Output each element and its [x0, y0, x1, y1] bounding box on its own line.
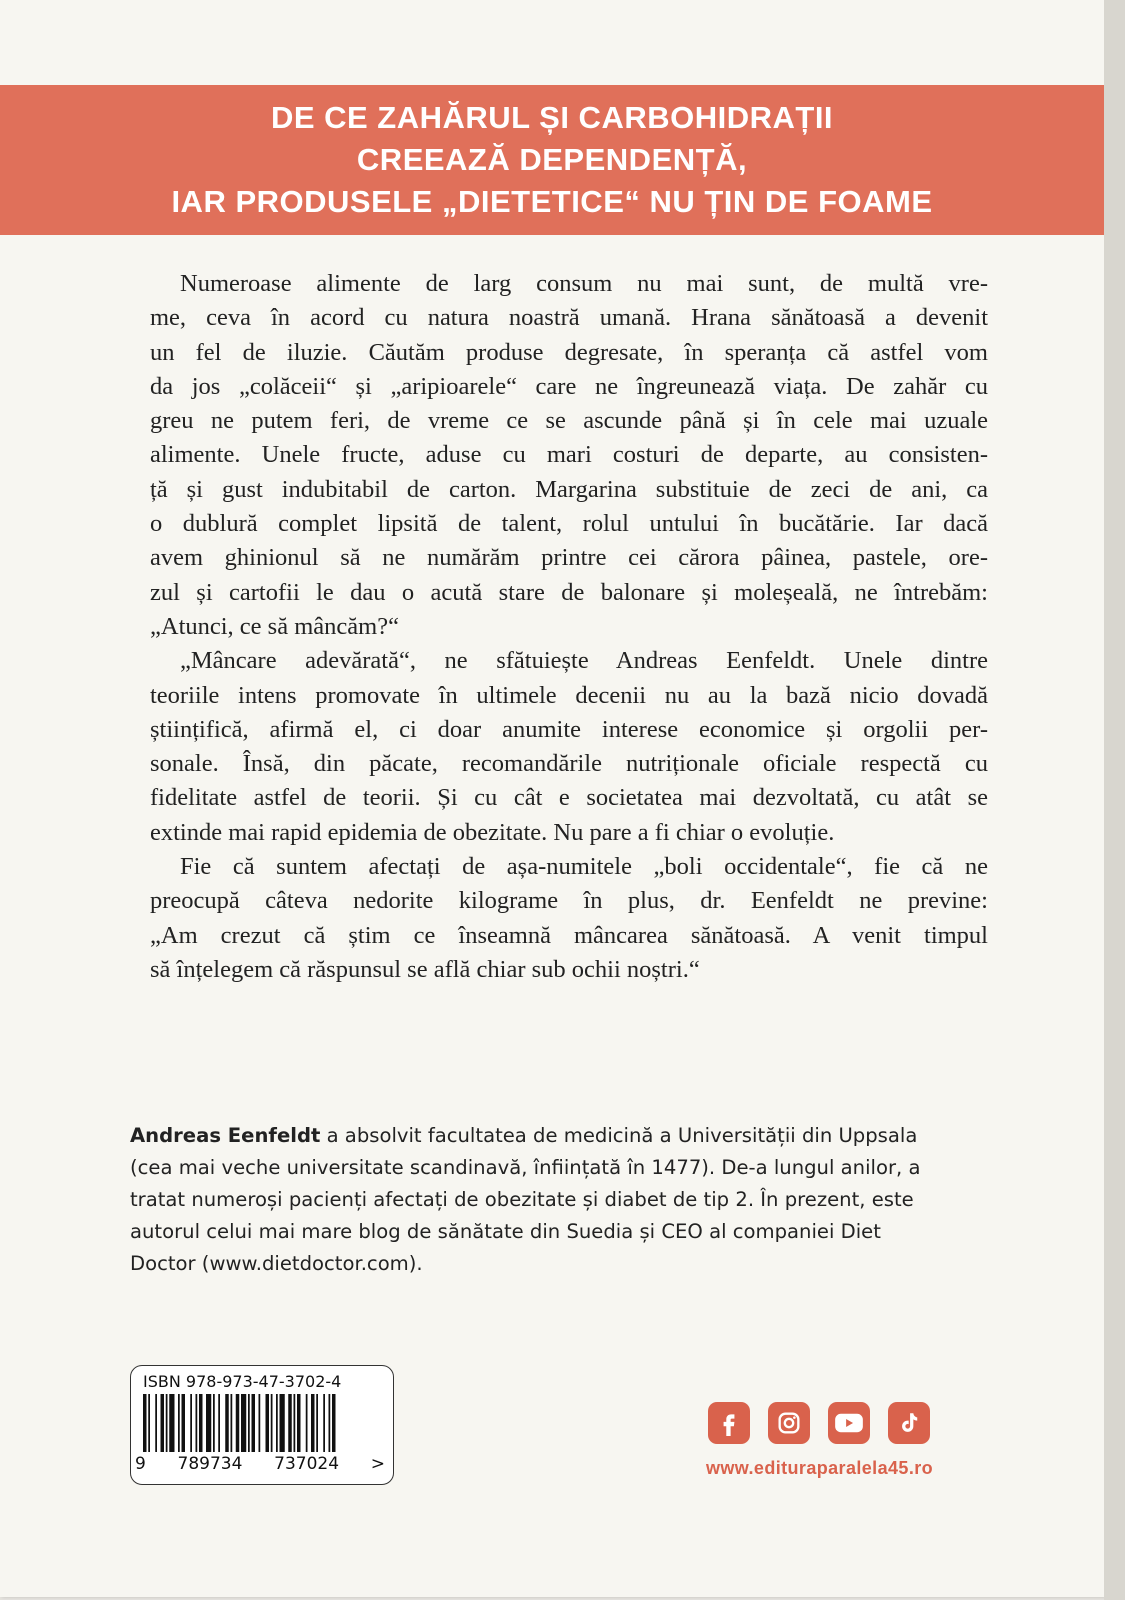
author-bio-line: tratat numeroși pacienți afectați de obezitate și diabet de tip 2. În prezent, este [130, 1188, 914, 1211]
blurb-line: avem ghinionul să ne numărăm printre cei cărora pâinea, pastele, ore- [150, 544, 988, 572]
barcode-digits [135, 1454, 385, 1474]
author-bio-line: autorul celui mai mare blog de sănătate din Suedia și CEO al companiei Diet [130, 1220, 881, 1243]
blurb-line: greu ne putem feri, de vreme ce se ascunde până și în cele mai uzuale [150, 407, 988, 435]
barcode-digit-group: 737024 [274, 1454, 340, 1474]
headline-banner [0, 85, 1104, 235]
barcode-digit-group: > [370, 1454, 385, 1474]
publisher-website[interactable]: www.editurаparalela45.ro [706, 1458, 934, 1478]
spine-edge [1104, 0, 1125, 1600]
blurb-paragraph [150, 850, 988, 987]
blurb-line: să înțelegem că răspunsul se află chiar sub ochii noștri.“ [150, 955, 700, 983]
headline-line-3: IAR PRODUSELE „DIETETICE“ NU ȚIN DE FOAME [171, 184, 933, 219]
blurb-line: „Mâncare adevărată“, ne sfătuiește Andreas Eenfeldt. Unele dintre [180, 647, 988, 675]
author-bio-line [130, 1120, 980, 1152]
blurb-line: zul și cartofii le dau o acută stare de balonare și moleșeală, ne întrebăm: [150, 578, 988, 606]
blurb-line: preocupă câteva nedorite kilograme în plus, dr. Eenfeldt ne previne: [150, 887, 988, 915]
blurb-line: fidelitate astfel de teorii. Și cu cât e societatea mai dezvoltată, cu atât se [150, 784, 988, 812]
blurb-line: extinde mai rapid epidemia de obezitate. Nu pare a fi chiar o evoluție. [150, 818, 835, 846]
blurb-line: alimente. Unele fructe, aduse cu mari costuri de departe, au consisten- [150, 441, 988, 469]
author-bio-first-line: a absolvit facultatea de medicină a Universității din Uppsala [320, 1124, 918, 1147]
blurb-text [150, 267, 988, 987]
headline-line-2: CREEAZĂ DEPENDENȚĂ, [356, 142, 748, 177]
author-bio-line: (cea mai veche universitate scandinavă, înființată în 1477). De-a lungul anilor, a [130, 1156, 921, 1179]
blurb-line: „Am crezut că știm ce înseamnă mâncarea sănătoasă. A venit timpul [150, 921, 988, 949]
barcode-digit-group: 9 [135, 1454, 146, 1474]
headline-line-1: DE CE ZAHĂRUL ȘI CARBOHIDRAȚII [270, 100, 834, 135]
blurb-line: un fel de iluzie. Căutăm produse degresate, în speranța că astfel vom [150, 338, 988, 366]
blurb-line: o dublură complet lipsită de talent, rolul untului în bucătărie. Iar dacă [150, 510, 988, 538]
barcode-icon [139, 1394, 385, 1454]
blurb-line: științifică, afirmă el, ci doar anumite interese economice și orgolii per- [150, 715, 988, 743]
author-name: Andreas Eenfeldt [130, 1124, 321, 1147]
blurb-line: Numeroase alimente de larg consum nu mai sunt, de multă vre- [180, 270, 988, 297]
blurb-line: „Atunci, ce să mâncăm?“ [150, 612, 399, 640]
author-bio-line: Doctor (www.dietdoctor.com). [130, 1252, 423, 1275]
blurb-line: da jos „colăceii“ și „aripioarele“ care ne îngreunează viața. De zahăr cu [150, 372, 988, 400]
facebook-icon[interactable] [708, 1402, 750, 1444]
blurb-line: teoriile intens promovate în ultimele decenii nu au la bază nicio dovadă [150, 681, 988, 709]
youtube-icon[interactable] [828, 1402, 870, 1444]
barcode-digit-group: 789734 [177, 1454, 243, 1474]
isbn-label: ISBN 978-973-47-3702-4 [143, 1372, 342, 1391]
blurb-line: me, ceva în acord cu natura noastră umană. Hrana sănătoasă a devenit [150, 304, 988, 332]
blurb-paragraph [150, 644, 988, 850]
blurb-line: ță și gust indubitabil de carton. Margarina substituie de zeci de ani, ca [150, 475, 988, 503]
instagram-icon[interactable] [768, 1402, 810, 1444]
blurb-paragraph [150, 267, 988, 644]
isbn-barcode-box [130, 1365, 394, 1485]
tiktok-icon[interactable] [888, 1402, 930, 1444]
author-bio [130, 1120, 980, 1280]
blurb-line: sonale. Însă, din păcate, recomandările nutriționale oficiale respectă cu [150, 750, 988, 778]
blurb-line: Fie că suntem afectați de așa-numitele „boli occidentale“, fie că ne [180, 853, 988, 881]
social-links [708, 1402, 930, 1444]
